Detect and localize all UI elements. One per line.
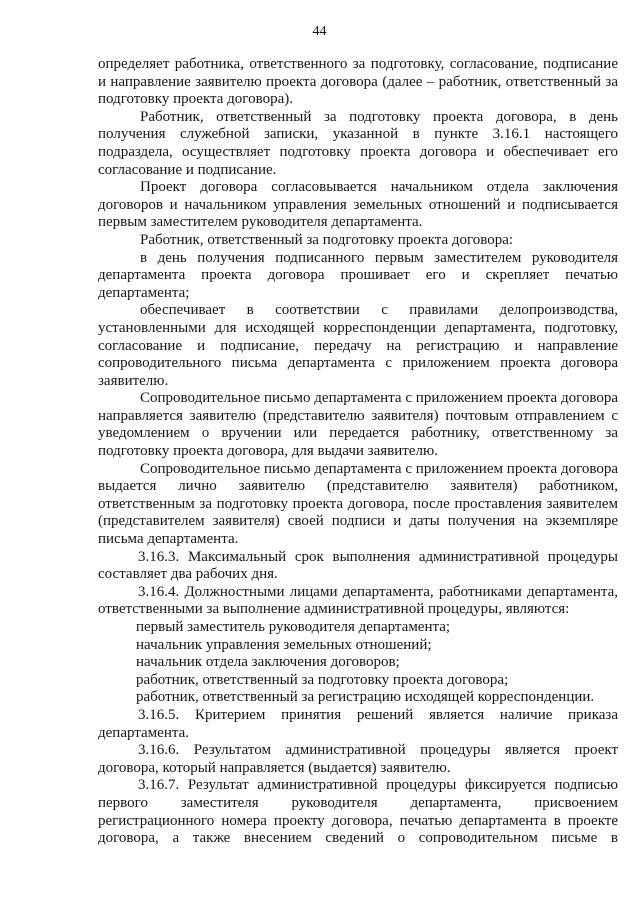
list-item: работник, ответственный за регистрацию исходящей корреспонденции. (136, 689, 595, 706)
paragraph: Сопроводительное письмо департамента с приложением проекта договора направляется заявителю (представителю заявителя) почтовым отправлением с уведомлением о вручении или передается работнику, ответственному за подготовку проекта договора, для выдачи заявителю. (98, 390, 618, 460)
list-item: начальник отдела заключения договоров; (136, 654, 400, 671)
paragraph: Работник, ответственный за подготовку проекта договора: (140, 231, 514, 248)
clause-3-16-5: 3.16.5. Критерием принятия решений является наличие приказа департамента. (98, 706, 618, 741)
document-body (98, 56, 618, 848)
list-item: начальник управления земельных отношений; (136, 636, 432, 653)
paragraph: в день получения подписанного первым заместителем руководителя департамента проекта договора прошивает его и скрепляет печатью департамента; (98, 249, 618, 301)
paragraph: обеспечивает в соответствии с правилами делопроизводства, установленными для исходящей корреспонденции департамента, подготовку, согласование и подписание, передачу на регистрацию и направление сопроводительного письма департамента с приложением проекта договора заявителю. (98, 302, 618, 389)
clause-3-16-3: 3.16.3. Максимальный срок выполнения административной процедуры составляет два рабочих дня. (98, 548, 618, 583)
list-item: работник, ответственный за подготовку проекта договора; (136, 671, 509, 688)
list-item: первый заместитель руководителя департамента; (136, 619, 451, 635)
clause-3-16-6: 3.16.6. Результатом административной процедуры является проект договора, который направляется (выдается) заявителю. (98, 742, 618, 776)
paragraph-continuation: определяет работника, ответственного за подготовку, согласование, подписание и направление заявителю проекта договора (далее – работник, ответственный за подготовку проекта договора). (98, 56, 618, 108)
page-number: 44 (312, 24, 327, 39)
paragraph: Работник, ответственный за подготовку проекта договора, в день получения служебной записки, указанной в пункте 3.16.1 настоящего подраздела, осуществляет подготовку проекта договора и обеспечивает его согласование и подписание. (98, 108, 618, 178)
clause-3-16-4: 3.16.4. Должностными лицами департамента, работниками департамента, ответственными за выполнение административной процедуры, являются: (98, 583, 618, 618)
paragraph: Проект договора согласовывается начальником отдела заключения договоров и начальником управления земельных отношений и подписывается первым заместителем руководителя департамента. (98, 179, 618, 231)
paragraph: Сопроводительное письмо департамента с приложением проекта договора выдается лично заявителю (представителю заявителя) работником, ответственным за подготовку проекта договора, после проставления заявителем (представителем заявителя) своей подписи и даты получения на экземпляре письма департамента. (98, 460, 618, 548)
clause-3-16-7: 3.16.7. Результат административной процедуры фиксируется подписью первого заместителя руководителя департамента, присвоением регистрационного номера проекту договора, печатью департамента в проекте договора, а также внесением сведений о сопроводительном письме в (98, 777, 618, 847)
